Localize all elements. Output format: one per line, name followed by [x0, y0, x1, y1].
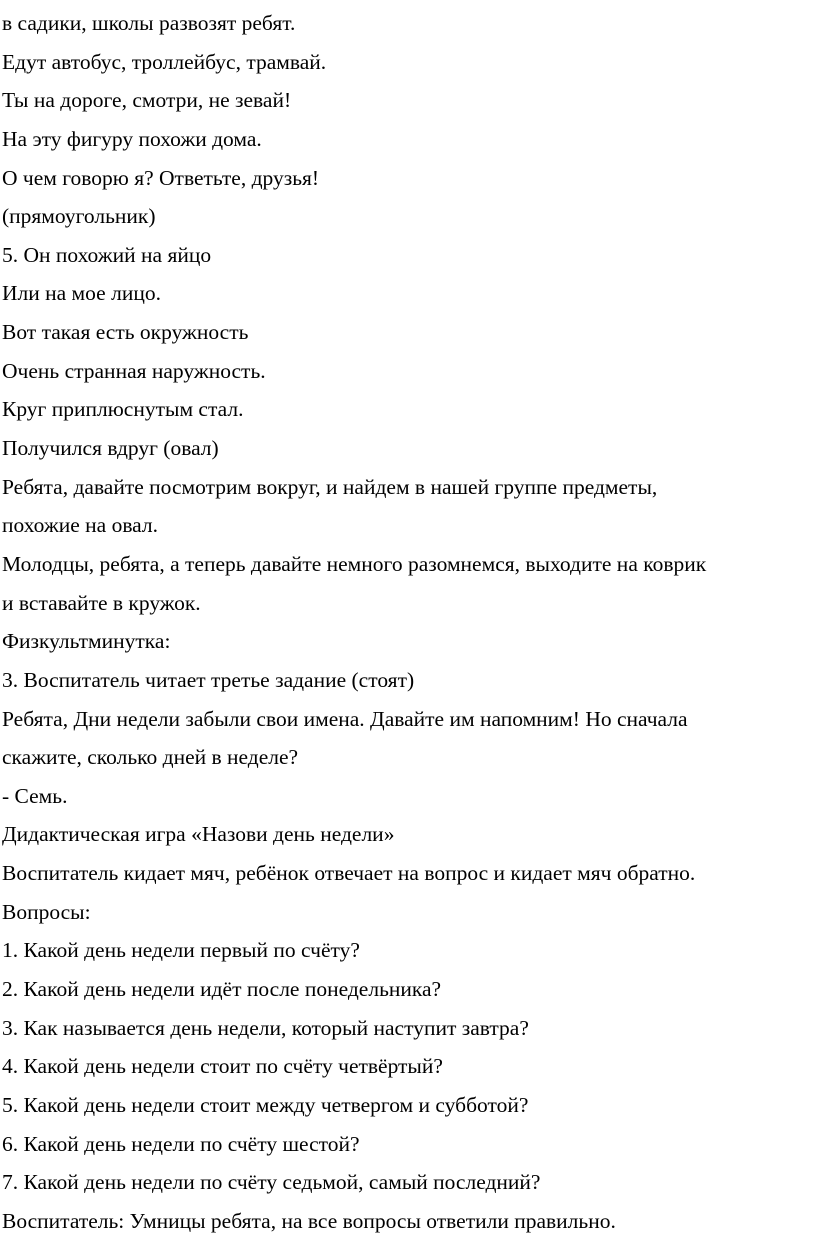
text-line: Воспитатель: Умницы ребята, на все вопросы ответили правильно.: [2, 1208, 616, 1233]
text-line: На эту фигуру похожи дома.: [2, 126, 262, 151]
text-line: Едут автобус, троллейбус, трамвай.: [2, 49, 327, 74]
text-line: похожие на овал.: [2, 513, 159, 538]
document-text: [2, 4, 814, 1241]
text-line: О чем говорю я? Ответьте, друзья!: [2, 165, 320, 190]
text-line: 1. Какой день недели первый по счёту?: [2, 938, 360, 963]
text-line: 5. Какой день недели стоит между четвергом и субботой?: [2, 1092, 529, 1117]
text-line: - Семь.: [2, 783, 68, 808]
text-line: Ты на дороге, смотри, не зевай!: [2, 88, 292, 113]
text-line: и вставайте в кружок.: [2, 590, 201, 615]
text-line: (прямоугольник): [2, 204, 156, 229]
text-line: Или на мое лицо.: [2, 281, 161, 306]
text-line: Физкультминутка:: [2, 629, 171, 654]
text-line: в садики, школы развозят ребят.: [2, 11, 296, 35]
text-line: Молодцы, ребята, а теперь давайте немного разомнемся, выходите на коврик: [2, 551, 707, 576]
text-line: скажите, сколько дней в неделе?: [2, 745, 299, 770]
text-line: Круг приплюснутым стал.: [2, 397, 244, 422]
text-line: Ребята, давайте посмотрим вокруг, и найдем в нашей группе предметы,: [2, 474, 658, 499]
text-line: Очень странная наружность.: [2, 358, 266, 383]
text-line: 4. Какой день недели стоит по счёту четвёртый?: [2, 1054, 443, 1079]
text-line: Ребята, Дни недели забыли свои имена. Давайте им напомним! Но сначала: [2, 706, 688, 731]
text-line: Вопросы:: [2, 899, 91, 924]
text-line: 3. Как называется день недели, который наступит завтра?: [2, 1015, 529, 1040]
text-line: 6. Какой день недели по счёту шестой?: [2, 1131, 360, 1156]
text-line: Дидактическая игра «Назови день недели»: [2, 822, 395, 847]
text-line: Вот такая есть окружность: [2, 320, 249, 345]
text-line: Получился вдруг (овал): [2, 436, 219, 461]
text-line: 2. Какой день недели идёт после понедельника?: [2, 977, 442, 1002]
text-line: 5. Он похожий на яйцо: [2, 242, 212, 267]
text-line: 3. Воспитатель читает третье задание (стоят): [2, 667, 415, 692]
text-line: Воспитатель кидает мяч, ребёнок отвечает на вопрос и кидает мяч обратно.: [2, 861, 696, 886]
text-line: 7. Какой день недели по счёту седьмой, самый последний?: [2, 1170, 541, 1195]
